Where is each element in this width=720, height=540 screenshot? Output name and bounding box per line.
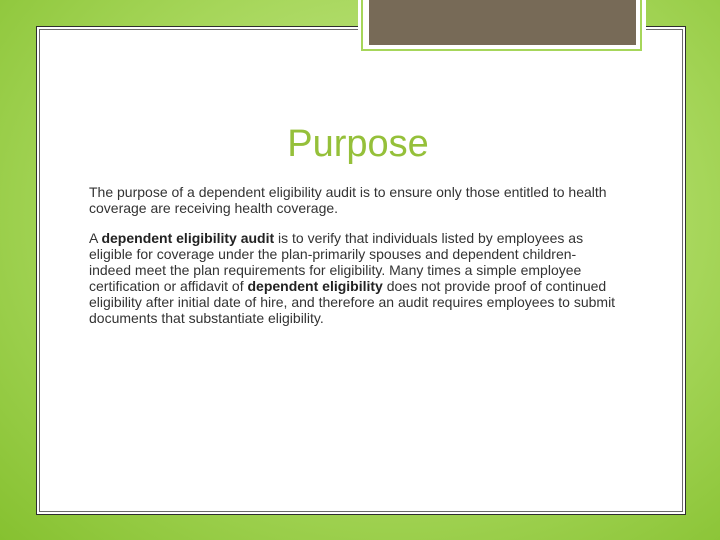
text-run: is to verify that individuals listed by employees as eligible for coverage under the plan-primarily spouses and dependent children-indeed meet the plan requirements for eligibility. Many times a simple employee certification or affidavit of (89, 230, 584, 294)
paragraph-definition (89, 230, 617, 326)
bold-term: dependent eligibility (247, 278, 383, 294)
text-run: A (89, 230, 102, 246)
paragraph-purpose: The purpose of a dependent eligibility audit is to ensure only those entitled to health coverage are receiving health coverage. (89, 184, 607, 216)
header-tab-brown (369, 0, 636, 45)
text-run: does not provide proof of continued eligibility after initial date of hire, and therefore an audit requires employees to submit documents that substantiate eligibility. (89, 278, 616, 326)
slide-body (89, 184, 617, 340)
slide-title: Purpose (287, 123, 429, 165)
bold-term: dependent eligibility audit (101, 230, 275, 246)
